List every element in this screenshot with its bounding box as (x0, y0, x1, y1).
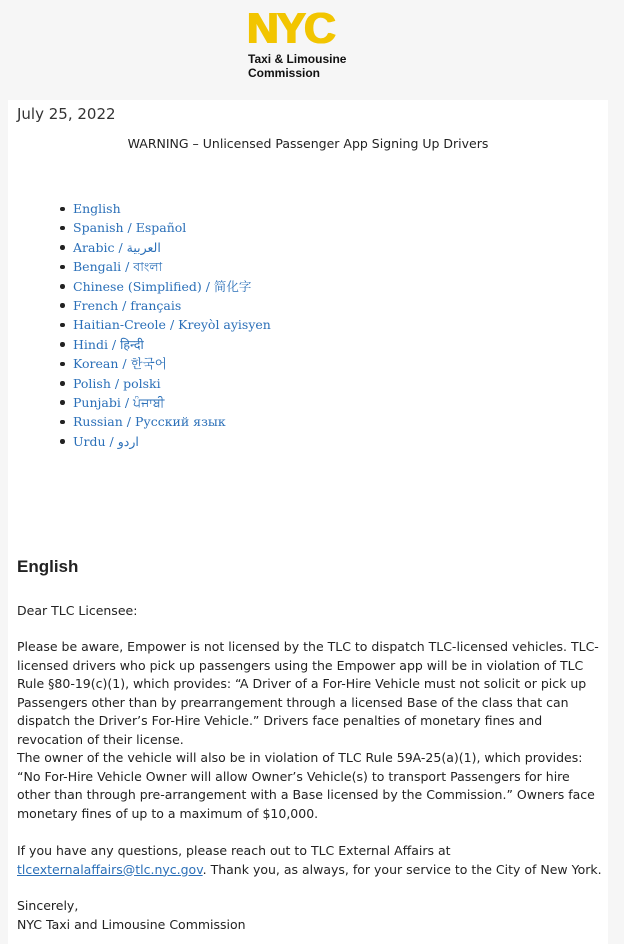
language-link-hindi[interactable]: Hindi (73, 336, 108, 352)
language-link-arabic[interactable]: Arabic (73, 239, 115, 255)
language-native-link[interactable]: Kreyòl ayisyen (178, 317, 271, 333)
language-native-link[interactable]: العربية (126, 239, 161, 255)
language-link-urdu[interactable]: Urdu (73, 433, 106, 449)
language-item (73, 199, 271, 218)
language-link-polish[interactable]: Polish (73, 375, 111, 391)
language-native-link[interactable]: Español (135, 220, 187, 236)
notice-date: July 25, 2022 (17, 105, 116, 123)
language-link-chinese-simplified[interactable]: Chinese (Simplified) (73, 278, 202, 294)
language-separator: / (122, 414, 135, 430)
language-separator: / (118, 297, 131, 313)
paragraph-3-text-end: . Thank you, as always, for your service to the City of New York. (202, 861, 602, 877)
language-native-link[interactable]: 한국어 (130, 356, 167, 372)
greeting: Dear TLC Licensee: (17, 603, 138, 618)
signoff: Sincerely, NYC Taxi and Limousine Commission (17, 898, 246, 932)
language-list (73, 199, 271, 451)
language-link-french[interactable]: French (73, 297, 119, 313)
language-native-link[interactable]: اردو (117, 433, 139, 449)
language-separator: / (120, 394, 134, 410)
language-native-link[interactable]: ਪੰਜਾਬੀ (133, 394, 165, 410)
paragraph-2: The owner of the vehicle will also be in violation of TLC Rule 59A-25(a)(1), which provides: “No For-Hire Vehicle Owner will allow Owner’s Vehicle(s) to transport Passengers for hire other than through pre-arrangement with a Base licensed by the Commission.” Owners face monetary fines of up to a maximum of $10,000. (17, 750, 595, 821)
language-link-punjabi[interactable]: Punjabi (73, 394, 121, 410)
language-item (73, 412, 271, 431)
language-link-spanish[interactable]: Spanish (73, 220, 124, 236)
language-item (73, 374, 271, 393)
logo-nyc-text: NYC (247, 4, 334, 53)
language-separator: / (123, 220, 136, 236)
language-separator: / (165, 317, 179, 333)
language-item (73, 238, 271, 257)
language-separator: / (118, 356, 131, 372)
paragraph-1: Please be aware, Empower is not licensed by the TLC to dispatch TLC-licensed vehicles. TLC-licensed drivers who pick up passengers using the Empower app will be in violation of TLC Rule §80-19(c)(1), which provides: “A Driver of a For-Hire Vehicle must not solicit or pick up Passengers other than by prearrangement through a licensed Base of the class that can dispatch the Driver’s For-Hire Vehicle.” Drivers face penalties of monetary fines and revocation of their license. (17, 639, 599, 747)
language-native-link[interactable]: polski (123, 375, 161, 391)
language-item (73, 296, 271, 315)
language-item (73, 315, 271, 334)
language-separator: / (121, 259, 134, 275)
language-native-link[interactable]: বাংলা (133, 259, 163, 275)
language-item (73, 354, 271, 373)
language-item (73, 432, 271, 451)
paragraph-3-text: If you have any questions, please reach out to TLC External Affairs at (17, 843, 451, 858)
language-link-bengali[interactable]: Bengali (73, 259, 122, 275)
logo-subtitle: Taxi & Limousine Commission (248, 52, 347, 80)
language-separator: / (105, 433, 118, 449)
language-separator: / (107, 336, 121, 352)
language-link-haitian-creole[interactable]: Haitian-Creole (73, 317, 166, 333)
language-link-russian[interactable]: Russian (73, 414, 123, 430)
language-item (73, 257, 271, 276)
language-item (73, 218, 271, 237)
notice-card (8, 100, 608, 944)
paragraph-3 (17, 842, 602, 879)
language-native-link[interactable]: 简化字 (213, 278, 252, 294)
language-item (73, 277, 271, 296)
language-item (73, 393, 271, 412)
language-link-english[interactable]: English (73, 201, 121, 216)
warning-title: WARNING – Unlicensed Passenger App Signing Up Drivers (127, 136, 489, 151)
language-separator: / (114, 239, 127, 255)
language-separator: / (201, 278, 214, 294)
language-native-link[interactable]: हिन्दी (120, 336, 144, 352)
nyc-tlc-logo (247, 4, 372, 83)
language-native-link[interactable]: Русский язык (134, 414, 226, 430)
section-title: English (17, 557, 79, 576)
language-native-link[interactable]: français (130, 297, 182, 313)
page-header (0, 0, 624, 100)
language-separator: / (110, 375, 124, 391)
language-item (73, 335, 271, 354)
email-link[interactable]: tlcexternalaffairs@tlc.nyc.gov (17, 861, 203, 877)
language-link-korean[interactable]: Korean (73, 356, 119, 372)
